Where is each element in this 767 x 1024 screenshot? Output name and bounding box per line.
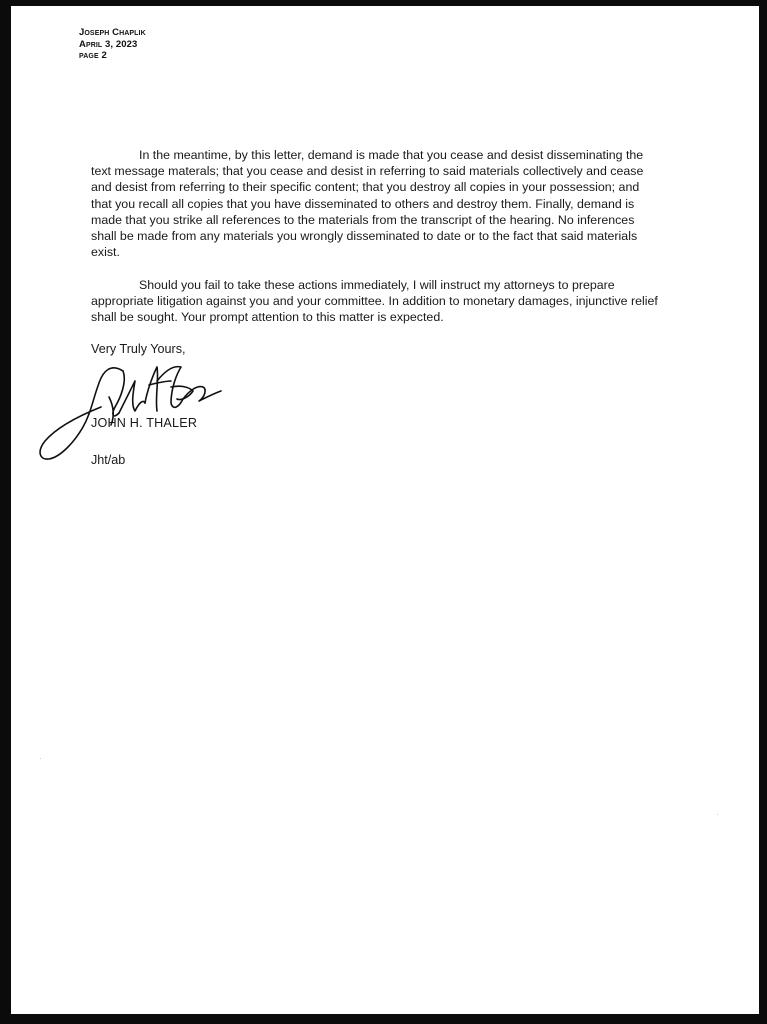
letter-body bbox=[91, 147, 659, 341]
paper-speck bbox=[717, 814, 718, 815]
typist-initials: Jht/ab bbox=[91, 453, 126, 467]
signer-name: JOHN H. THALER bbox=[91, 416, 198, 430]
body-paragraph-2: Should you fail to take these actions immediately, I will instruct my attorneys to prepare appropriate litigation against you and your committee. In addition to monetary damages, injunctive relief shall be sought. Your prompt attention to this matter is expected. bbox=[91, 277, 658, 325]
closing-salutation: Very Truly Yours, bbox=[91, 342, 186, 356]
header-recipient-name: Joseph Chaplik bbox=[79, 27, 146, 38]
letter-header bbox=[79, 27, 146, 62]
handwritten-signature bbox=[31, 341, 241, 466]
paper-speck bbox=[40, 758, 41, 759]
header-page-number: page 2 bbox=[79, 50, 107, 61]
body-paragraph-1: In the meantime, by this letter, demand is made that you cease and desist disseminating the text message materals; that you cease and desist in referring to said materials collectively and cease and desist from referring to their specific content; that you destroy all copies in your possession; and that you recall all copies that you have disseminated to others and destroy them. Finally, demand is made that you strike all references to the materials from the transcript of the hearing. No inferences shall be made from any materials you wrongly disseminated to date or to the fact that said materials exist. bbox=[91, 148, 644, 260]
header-date: April 3, 2023 bbox=[79, 38, 138, 50]
letter-page bbox=[11, 6, 759, 1014]
